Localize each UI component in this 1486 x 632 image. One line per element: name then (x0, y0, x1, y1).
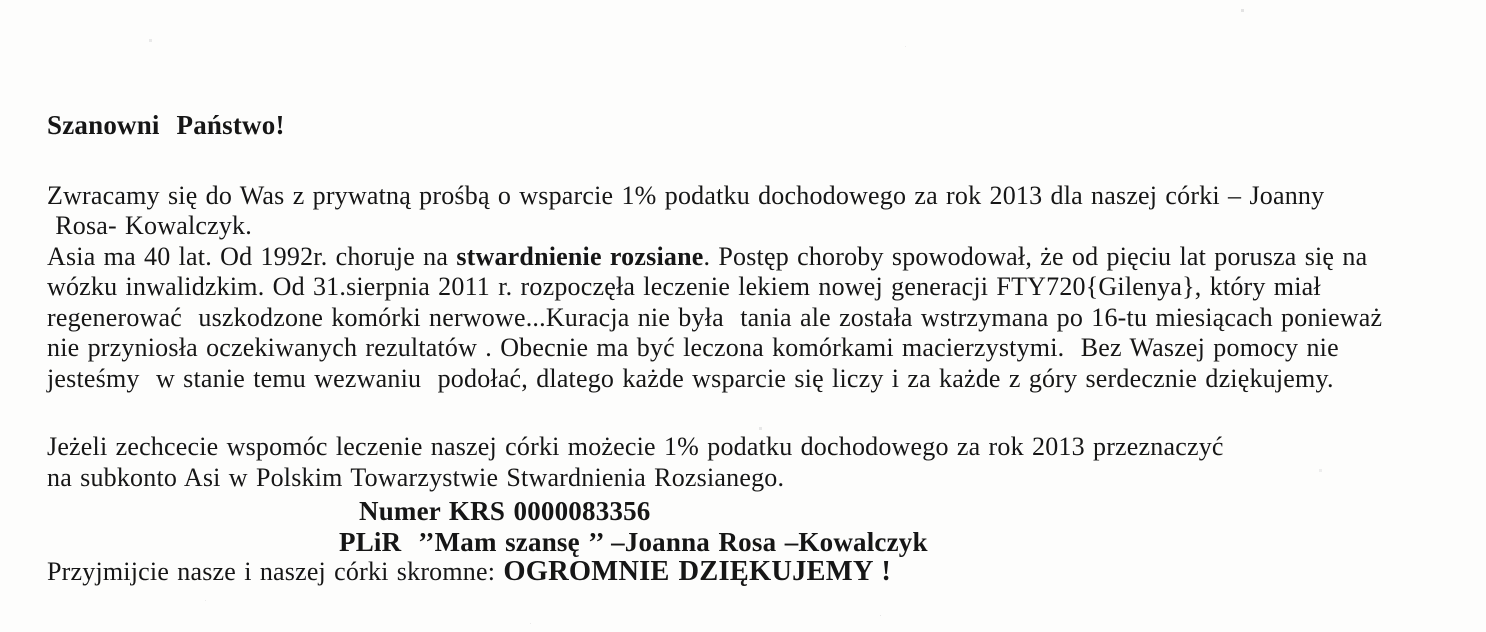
body-line: Jeżeli zechcecie wspomóc leczenie naszej córki możecie 1% podatku dochodowego za rok 2013 przeznaczyć (47, 432, 1224, 461)
closing-line (47, 557, 1456, 588)
body-line: regenerować uszkodzone komórki nerwowe...Kuracja nie była tania ale została wstrzymana po 16-tu miesiącach ponieważ (47, 302, 1383, 332)
krs-number-line: Numer KRS 0000083356 (359, 496, 651, 526)
salutation: Szanowni Państwo! (47, 110, 285, 140)
disease-name-bold: stwardnienie rozsiane (456, 241, 704, 271)
body-text: . Postęp choroby spowodował, że od pięciu lat porusza się na (703, 241, 1368, 271)
body-text: Asia ma 40 lat. Od 1992r. choruje na (47, 241, 457, 271)
closing-thanks-bold: OGROMNIE DZIĘKUJEMY ! (503, 556, 892, 587)
paragraph-request (47, 181, 1456, 395)
body-line: Rosa- Kowalczyk. (47, 211, 252, 240)
subaccount-name-line: PLiR ’’Mam szansę ’’ –Joanna Rosa –Kowalczyk (339, 526, 928, 557)
body-line: na subkonto Asi w Polskim Towarzystwie Stwardnienia Rozsianego. (47, 462, 785, 492)
body-line: Zwracamy się do Was z prywatną prośbą o wsparcie 1% podatku dochodowego za rok 2013 dla naszej córki – Joanny (47, 180, 1325, 210)
body-line: wózku inwalidzkim. Od 31.sierpnia 2011 r. rozpoczęła leczenie lekiem nowej generacji FTY720{Gilenya}, który miał (47, 272, 1321, 301)
scan-noise (0, 0, 1, 1)
body-line (47, 242, 1456, 273)
paragraph-howto (47, 432, 1456, 493)
closing-text: Przyjmijcie nasze i naszej córki skromne: (47, 557, 504, 586)
body-line: jesteśmy w stanie temu wezwaniu podołać, dlatego każde wsparcie się liczy i za każde z góry serdecznie dziękujemy. (47, 363, 1334, 393)
body-line: nie przyniosła oczekiwanych rezultatów . Obecnie ma być leczona komórkami macierzystymi. Bez Waszej pomocy nie (47, 333, 1339, 362)
